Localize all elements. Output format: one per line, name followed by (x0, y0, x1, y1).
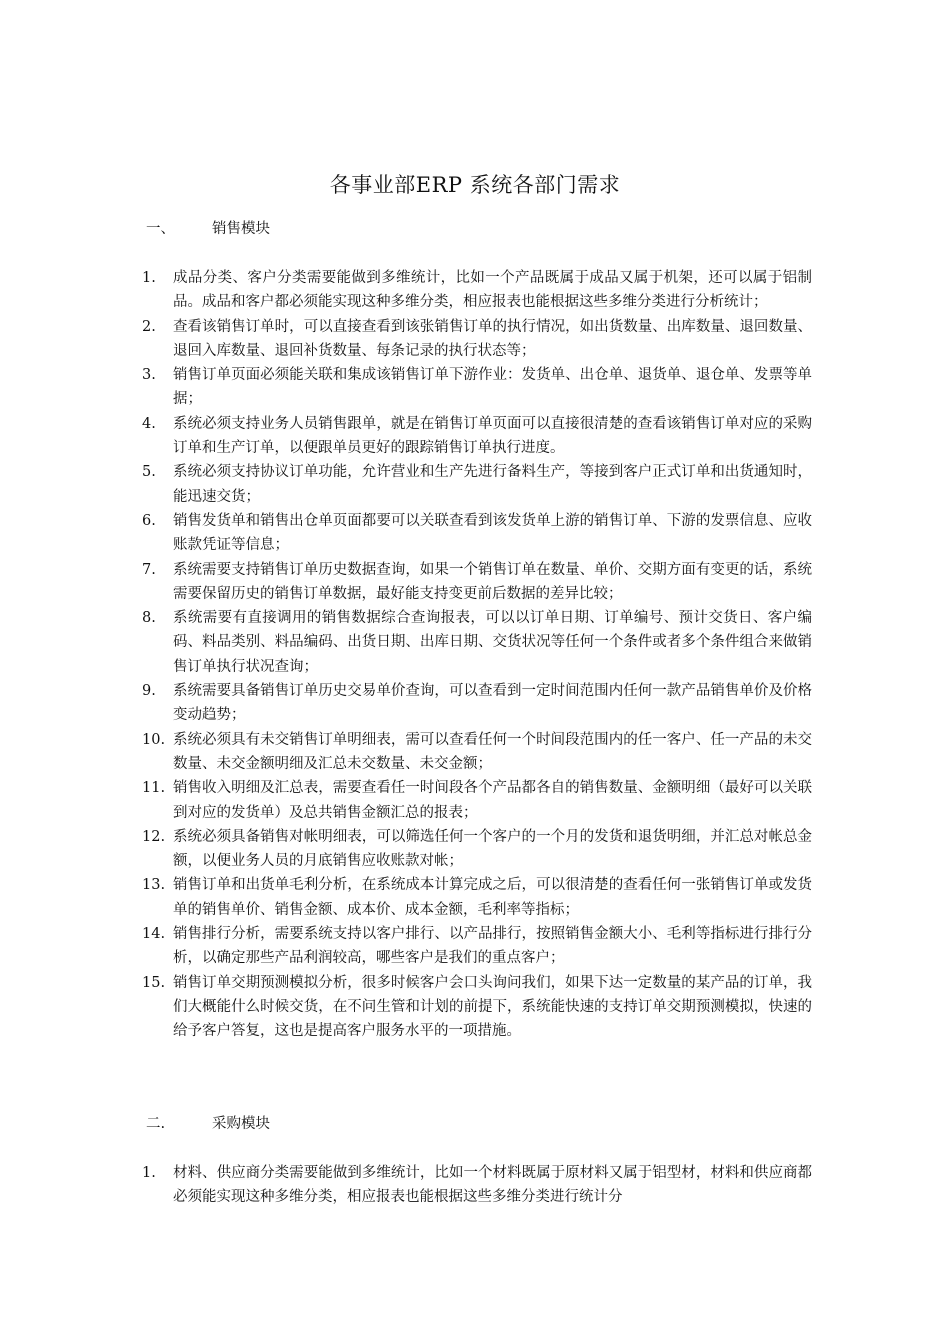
item-number: 10. (142, 731, 166, 748)
list-item (142, 922, 812, 971)
item-text: 系统必须支持协议订单功能，允许营业和生产先进行备料生产，等接到客户正式订单和出货通知时，能迅速交货； (173, 464, 812, 505)
list-item (142, 412, 812, 461)
item-text: 查看该销售订单时，可以直接查看到该张销售订单的执行情况，如出货数量、出库数量、退回数量、退回入库数量、退回补货数量、每条记录的执行状态等； (173, 318, 812, 359)
item-number: 12. (142, 828, 166, 845)
list-item (142, 1161, 812, 1210)
section-heading-purchasing (146, 1112, 270, 1136)
section-title: 采购模块 (212, 1116, 270, 1132)
item-text: 系统需要有直接调用的销售数据综合查询报表，可以以订单日期、订单编号、预计交货日、客户编码、料品类别、料品编码、出货日期、出库日期、交货状况等任何一个条件或者多个条件组合来做销售订单执行状况查询； (173, 610, 812, 675)
item-text: 系统必须具备销售对帐明细表，可以筛选任何一个客户的一个月的发货和退货明细，并汇总对帐总金额，以便业务人员的月底销售应收账款对帐； (173, 828, 812, 870)
item-number: 11. (142, 780, 166, 797)
item-number: 15. (142, 974, 166, 991)
list-item (142, 606, 812, 679)
item-text: 成品分类、客户分类需要能做到多维统计，比如一个产品既属于成品又属于机架，还可以属于铝制品。成品和客户都必须能实现这种多维分类，相应报表也能根据这些多维分类进行分析统计； (173, 270, 812, 311)
section-number: 二. (146, 1116, 166, 1132)
item-text: 系统需要支持销售订单历史数据查询，如果一个销售订单在数量、单价、交期方面有变更的话，系统需要保留历史的销售订单数据，最好能支持变更前后数据的差异比较； (173, 561, 812, 602)
list-item (142, 825, 812, 874)
item-text: 系统必须具有未交销售订单明细表，需可以查看任何一个时间段范围内的任一客户、任一产品的未交数量、未交金额明细及汇总未交数量、未交金额； (173, 731, 812, 772)
list-item (142, 873, 812, 922)
sales-requirements-list (142, 266, 812, 1044)
section-title: 销售模块 (212, 221, 270, 237)
item-text: 销售发货单和销售出仓单页面都要可以关联查看到该发货单上游的销售订单、下游的发票信息、应收账款凭证等信息； (173, 512, 812, 554)
item-number: 1. (142, 270, 156, 286)
list-item (142, 558, 812, 607)
item-text: 系统需要具备销售订单历史交易单价查询，可以查看到一定时间范围内任何一款产品销售单价及价格变动趋势； (173, 683, 812, 724)
list-item (142, 776, 812, 825)
item-number: 3. (142, 367, 156, 384)
list-item (142, 679, 812, 728)
section-number: 一、 (146, 221, 175, 237)
list-item (142, 266, 812, 315)
item-number: 14. (142, 926, 166, 943)
item-number: 8. (142, 610, 156, 627)
list-item (142, 728, 812, 777)
item-number: 1. (142, 1165, 156, 1181)
item-number: 7. (142, 561, 156, 578)
list-item (142, 460, 812, 509)
list-item (142, 509, 812, 558)
item-number: 9. (142, 683, 156, 700)
list-item (142, 363, 812, 412)
item-text: 系统必须支持业务人员销售跟单，就是在销售订单页面可以直接很清楚的查看该销售订单对应的采购订单和生产订单，以便跟单员更好的跟踪销售订单执行进度。 (173, 415, 812, 457)
item-number: 2. (142, 318, 156, 335)
section-heading-sales (146, 217, 270, 241)
item-number: 6. (142, 512, 156, 529)
item-text: 销售收入明细及汇总表，需要查看任一时间段各个产品都各自的销售数量、金额明细（最好可以关联到对应的发货单）及总共销售金额汇总的报表； (173, 780, 812, 821)
item-text: 销售订单交期预测模拟分析，很多时候客户会口头询问我们，如果下达一定数量的某产品的订单，我们大概能什么时候交货，在不问生管和计划的前提下，系统能快速的支持订单交期预测模拟，快速的给予客户答复，这也是提高客户服务水平的一项措施。 (173, 974, 812, 1040)
item-text: 材料、供应商分类需要能做到多维统计，比如一个材料既属于原材料又属于铝型材，材料和供应商都必须能实现这种多维分类，相应报表也能根据这些多维分类进行统计分 (173, 1165, 812, 1206)
item-text: 销售订单和出货单毛利分析，在系统成本计算完成之后，可以很清楚的查看任何一张销售订单或发货单的销售单价、销售金额、成本价、成本金额，毛利率等指标； (173, 877, 812, 918)
purchasing-requirements-list (142, 1161, 812, 1210)
item-number: 4. (142, 415, 156, 432)
list-item (142, 315, 812, 364)
item-text: 销售排行分析，需要系统支持以客户排行、以产品排行，按照销售金额大小、毛利等指标进行排行分析，以确定那些产品利润较高，哪些客户是我们的重点客户； (173, 926, 812, 967)
document-title: 各事业部ERP 系统各部门需求 (329, 173, 621, 197)
list-item (142, 971, 812, 1044)
item-text: 销售订单页面必须能关联和集成该销售订单下游作业：发货单、出仓单、退货单、退仓单、发票等单据； (173, 367, 812, 408)
item-number: 13. (142, 877, 166, 894)
item-number: 5. (142, 464, 156, 481)
